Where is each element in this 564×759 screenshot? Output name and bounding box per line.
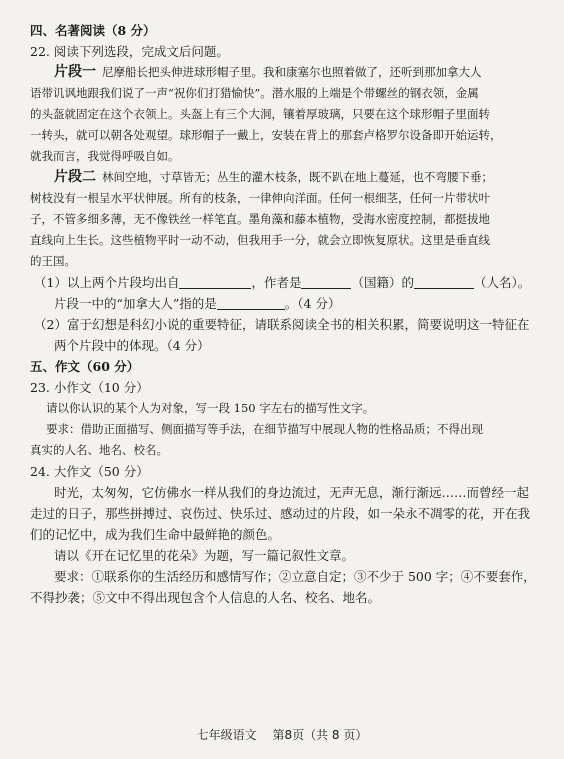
canadian-name-blank[interactable] <box>217 296 285 310</box>
excerpt-2-label: 片段二 <box>54 169 96 185</box>
excerpt-1-label: 片段一 <box>54 64 96 80</box>
book-title-blank[interactable] <box>179 275 251 289</box>
question-24-prompt: 请以《开在记忆里的花朵》为题，写一篇记叙性文章。 <box>54 548 355 563</box>
q1-text-d: （人名）。 <box>474 275 531 290</box>
excerpt-1-line: 尼摩船长把头伸进球形帽子里。我和康塞尔也照着做了，还听到那加拿大人 <box>102 65 482 79</box>
q1-line2-text-b: 。（4 分） <box>284 296 341 311</box>
q1-text-b: ，作者是 <box>251 275 302 290</box>
excerpt-1-line: 一转头，就可以朝各处观望。球形帽子一戴上，安装在背上的那套卢格罗尔设备即开始运转， <box>30 128 502 142</box>
excerpt-2-line: 树枝没有一根呈水平状伸展。所有的枝条，一律伸向洋面。任何一根细茎，任何一片带状叶 <box>30 191 490 205</box>
q1-text-a: （1）以上两个片段均出自 <box>34 275 180 290</box>
question-24-paragraph: 时光，太匆匆，它仿佛水一样从我们的身边流过，无声无息，渐行渐远……而曾经一起 <box>54 485 530 500</box>
author-name-blank[interactable] <box>414 275 474 289</box>
question-23-title: 23. 小作文（10 分） <box>30 380 149 395</box>
question-22-1 <box>30 272 534 293</box>
footer-page-number: 第8页（共 8 页） <box>272 728 368 742</box>
question-22-2-line1: （2）富于幻想是科幻小说的重要特征，请联系阅读全书的相关积累，简要说明这一特征在 <box>34 317 530 332</box>
excerpt-2 <box>30 167 534 188</box>
q1-text-c: （国籍）的 <box>351 275 414 290</box>
question-23-prompt: 请以你认识的某个人为对象，写一段 150 字左右的描写性文字。 <box>46 401 375 415</box>
question-24-title: 24. 大作文（50 分） <box>30 464 149 479</box>
question-24-paragraph: 走过的日子，那些拼搏过、哀伤过、快乐过、感动过的片段，如一朵永不凋零的花，开在我 <box>30 506 531 521</box>
excerpt-2-line: 林间空地，寸草皆无；丛生的灌木枝条，既不趴在地上蔓延，也不弯腰下垂； <box>102 170 493 184</box>
excerpt-2-line: 的王国。 <box>30 254 76 268</box>
question-23-requirement: 真实的人名、地名、校名。 <box>30 443 168 457</box>
question-23-requirement: 要求：借助正面描写、侧面描写等手法，在细节描写中展现人物的性格品质；不得出现 <box>46 422 483 436</box>
excerpt-1-line: 的头盔就固定在这个衣领上。头盔上有三个大洞，镶着厚玻璃，只要在这个球形帽子里面转 <box>30 107 490 121</box>
excerpt-1-line: 语带讥讽地跟我们说了一声“祝你们打猎愉快”。潜水服的上端是个带螺丝的钢衣领，金属 <box>30 86 479 100</box>
nationality-blank[interactable] <box>301 275 351 289</box>
footer-subject: 七年级语文 <box>196 728 257 742</box>
question-24-requirement: 不得抄袭；⑤文中不得出现包含个人信息的人名、校名、地名。 <box>30 590 381 605</box>
excerpt-1-line: 就我而言，我觉得呼吸自如。 <box>30 149 180 163</box>
question-22-title: 22. 阅读下列选段，完成文后问题。 <box>30 44 229 59</box>
section4-heading: 四、名著阅读（8 分） <box>30 23 156 38</box>
excerpt-2-line: 直线向上生长。这些植物平时一动不动，但我用手一分，就会立即恢复原状。这里是垂直线 <box>30 233 490 247</box>
excerpt-2-line: 子，不管多细多薄，无不像铁丝一样笔直。墨角藻和藤本植物，受海水密度控制，都挺拔地 <box>30 212 490 226</box>
question-22-2-line2: 两个片段中的体现。（4 分） <box>54 338 210 353</box>
section5-heading: 五、作文（60 分） <box>30 359 140 374</box>
question-24-requirement: 要求：①联系你的生活经历和感情写作；②立意自定；③不少于 500 字；④不要套作， <box>54 569 536 584</box>
question-22-1-line2 <box>30 293 534 314</box>
excerpt-1 <box>30 62 534 83</box>
question-24-paragraph: 们的记忆中，成为我们生命中最鲜艳的颜色。 <box>30 527 281 542</box>
page-footer <box>0 726 564 743</box>
q1-line2-text-a: 片段一中的“加拿大人”指的是 <box>54 296 217 311</box>
